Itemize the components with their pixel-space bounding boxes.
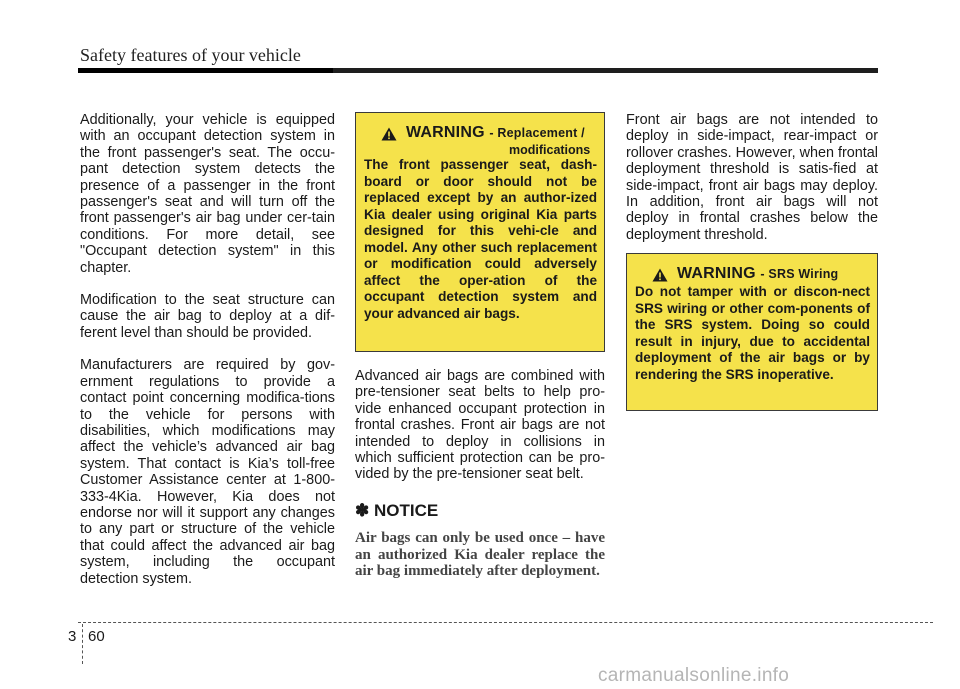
warning-label: WARNING [406, 124, 485, 141]
warning-subtitle: - SRS Wiring [760, 267, 839, 281]
paragraph: Manufacturers are required by gov-ernment regulations to provide a contact point concerning modifica-tions to the vehicle for persons with disabilities, which modifications may affect the vehicle’s advanced air bag system. That contact is Kia’s toll-free Customer Assistance center at 1-800-333-4Kia. However, Kia does not endorse nor will it support any changes to any part or structure of the vehicle that could affect the advanced air bag system, including the occupant detection system. [80, 357, 335, 587]
warning-body: Do not tamper with or discon-nect SRS wiring or other com-ponents of the SRS system. Doing so could result in injury, due to accidental deployment of the air bags or by rendering the SRS inoperative. [635, 284, 870, 382]
paragraph: Modification to the seat structure can cause the air bag to deploy at a dif-ferent level than should be provided. [80, 292, 335, 341]
page-number: 60 [88, 628, 105, 645]
warning-header [364, 121, 597, 157]
notice-title: ✽ NOTICE [355, 501, 439, 520]
header-rule-accent [78, 68, 333, 73]
warning-label: WARNING [677, 265, 756, 282]
warning-body: The front passenger seat, dash-board or door should not be replaced except by an author-ized Kia dealer using original Kia parts designed for this vehi-cle and model. Any other such replacement or modification could adversely affect the oper-ation of the occupant detection system and your advanced air bags. [364, 157, 597, 321]
watermark: carmanualsonline.info [598, 665, 790, 686]
column-3 [626, 112, 878, 259]
warning-triangle-icon [652, 268, 668, 282]
warning-subtitle: - Replacement / [489, 126, 585, 140]
footer-rule [78, 622, 933, 623]
column-1 [80, 112, 335, 603]
warning-header [635, 262, 870, 284]
warning-box-replacement [355, 112, 605, 352]
paragraph: Front air bags are not intended to deploy in side-impact, rear-impact or rollover crashes. However, when frontal deployment threshold is satis-fied at side-impact, front air bags may deploy. In addition, front air bags will not deploy in frontal crashes below the deployment threshold. [626, 112, 878, 243]
column-2-paragraph: Advanced air bags are combined with pre-tensioner seat belts to help pro-vide enhanced occupant protection in frontal crashes. Front air bags are not intended to deploy in collisions in which sufficient protection can be pro-vided by the pre-tensioner seat belt. [355, 368, 605, 483]
paragraph: Additionally, your vehicle is equipped with an occupant detection system in the front passenger's seat. The occu-pant detection system detects the presence of a passenger in the front passenger's seat and will turn off the front passenger's air bag under cer-tain conditions. For more detail, see "Occupant detection system" in this chapter. [80, 112, 335, 276]
notice-body: Air bags can only be used once – have an authorized Kia dealer replace the air bag immediately after deployment. [355, 530, 605, 579]
chapter-number: 3 [68, 628, 77, 645]
warning-subtitle-cont: modifications [509, 143, 591, 157]
page-title: Safety features of your vehicle [80, 45, 301, 65]
warning-triangle-icon [381, 127, 397, 141]
page-number-divider [82, 624, 83, 664]
warning-box-srs-wiring [626, 253, 878, 411]
